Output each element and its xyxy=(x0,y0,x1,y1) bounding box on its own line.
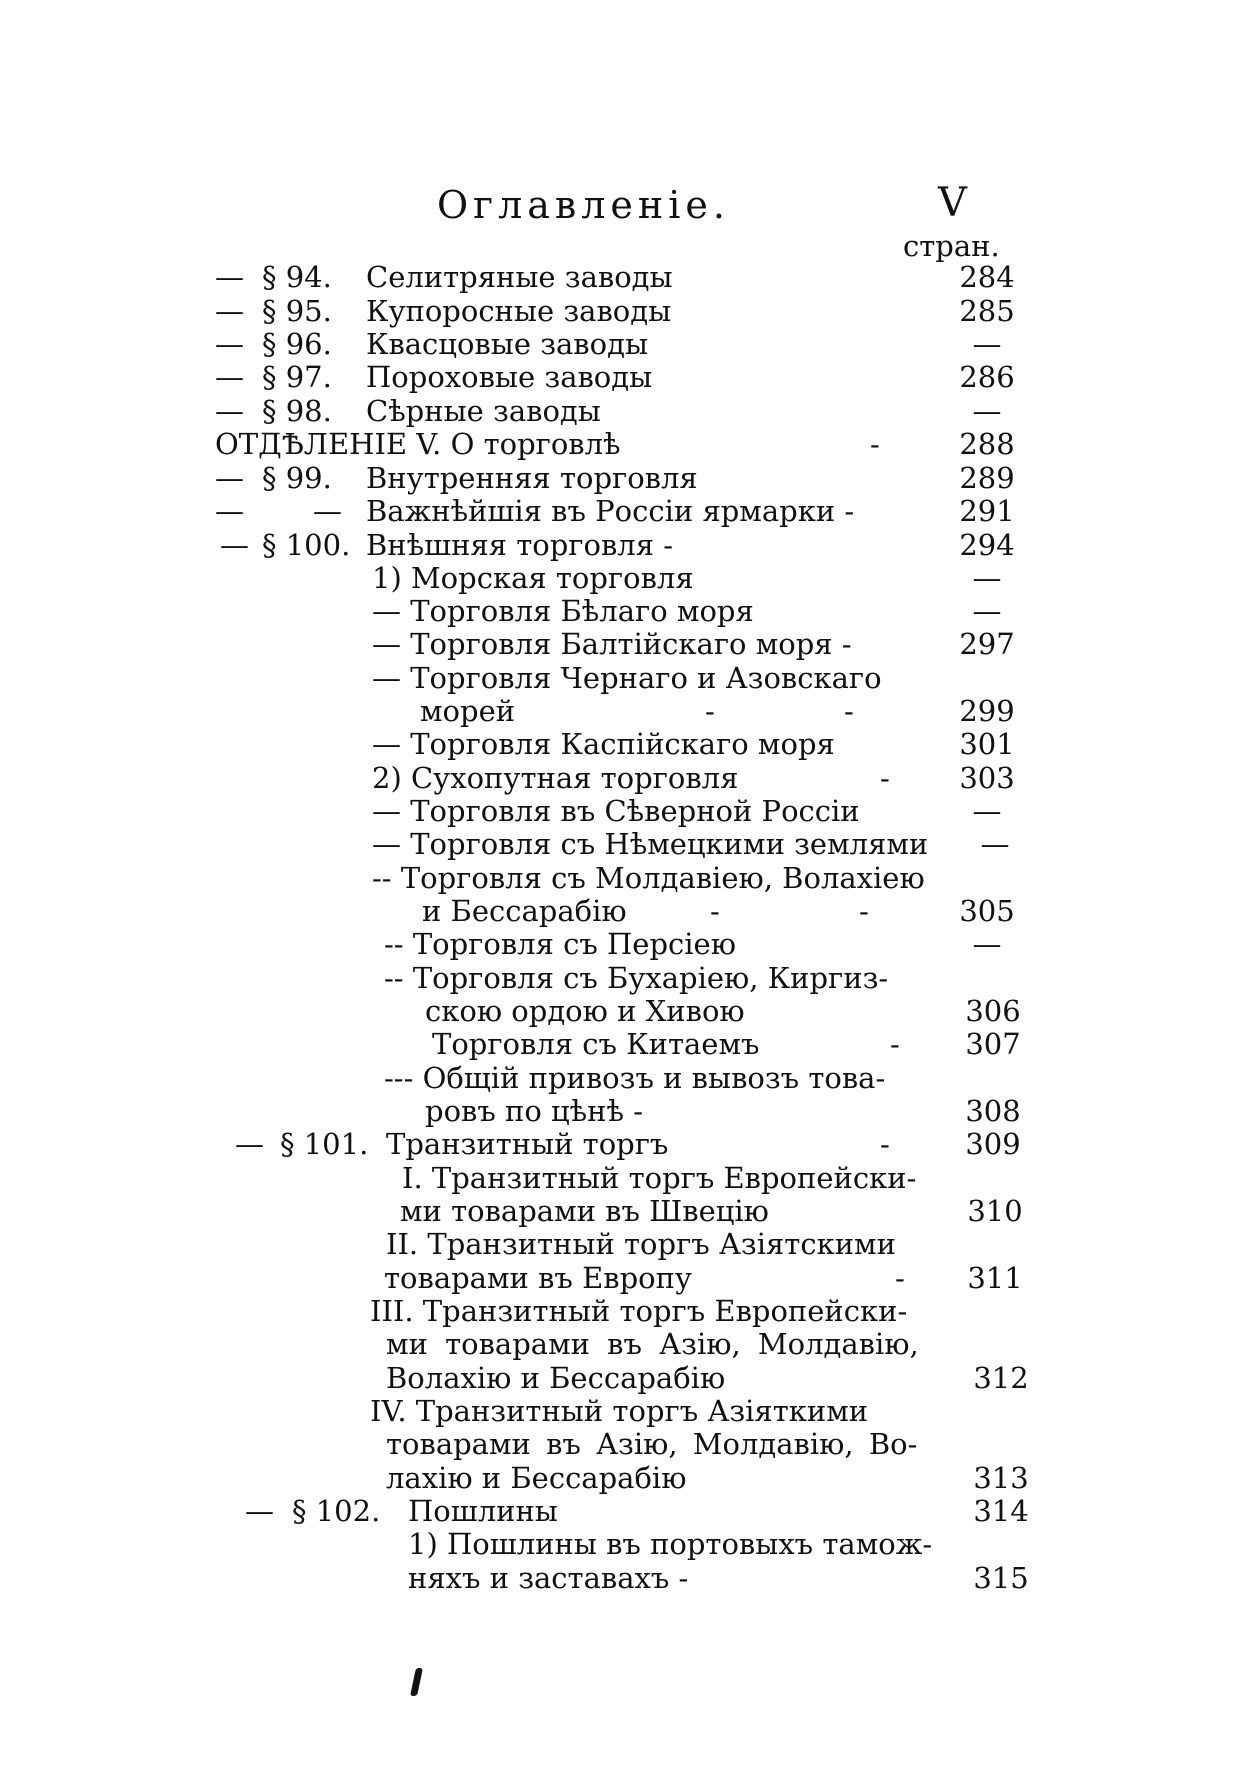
section-number: § 96. xyxy=(262,327,332,361)
page-ref: 312 xyxy=(973,1361,1029,1395)
page-ref: — xyxy=(972,594,1002,628)
entry-text: Квасцовые заводы xyxy=(366,327,649,361)
column-label: стран. xyxy=(903,229,1000,263)
entry-text: Транзитный торгъ xyxy=(386,1127,669,1161)
page-number: V xyxy=(938,180,967,226)
leader-dots: - xyxy=(870,427,880,461)
entry-text: — Торговля Бѣлаго моря xyxy=(372,594,754,628)
page-ref: 308 xyxy=(965,1094,1021,1128)
section-number: § 100. xyxy=(262,528,351,562)
page-ref: 301 xyxy=(959,727,1015,761)
entry-text: -- Торговля съ Персіею xyxy=(384,927,736,961)
entry-text: Пошлины xyxy=(408,1494,558,1528)
entry-text: — Торговля Балтійскаго моря - xyxy=(372,627,852,661)
entry-text: 1) Пошлины въ портовыхъ тамож- xyxy=(408,1527,933,1561)
entry-text: — Торговля въ Сѣверной Россіи xyxy=(372,794,860,828)
page-ref: 289 xyxy=(959,461,1015,495)
leader-dots: - xyxy=(890,1027,900,1061)
page-ref: — xyxy=(972,561,1002,595)
page-ref: 299 xyxy=(959,694,1015,728)
entry-text: Волахію и Бессарабію xyxy=(386,1361,726,1395)
page-title: Оглавленіе. xyxy=(437,183,730,227)
chapter-heading: ОТДѢЛЕНІЕ V. О торговлѣ xyxy=(215,427,621,461)
ink-mark xyxy=(410,1668,423,1696)
page-ref: 311 xyxy=(967,1261,1023,1295)
page-ref: 288 xyxy=(959,427,1015,461)
entry-text: няхъ и заставахъ - xyxy=(408,1561,689,1595)
leader-dash: — xyxy=(220,528,249,562)
leader-dash: — xyxy=(215,494,244,528)
entry-text: Важнѣйшія въ Россіи ярмарки - xyxy=(366,494,855,528)
entry-text: 1) Морская торговля xyxy=(372,561,694,595)
section-number: § 98. xyxy=(262,394,332,428)
leader-dash: — xyxy=(245,1494,274,1528)
entry-text: Купоросные заводы xyxy=(366,294,672,328)
entry-text: ми товарами въ Азію, Молдавію, xyxy=(386,1327,919,1361)
page-ref: — xyxy=(972,794,1002,828)
leader-dash: — xyxy=(235,1127,264,1161)
entry-text: IV. Транзитный торгъ Азіяткими xyxy=(370,1394,869,1428)
entry-text: морей xyxy=(420,694,516,728)
page-ref: 315 xyxy=(973,1561,1029,1595)
page-ref: — xyxy=(972,394,1002,428)
page-ref: 313 xyxy=(973,1461,1029,1495)
page-ref: — xyxy=(980,827,1010,861)
section-number: § 101. xyxy=(280,1127,369,1161)
leader-dash: — xyxy=(215,327,244,361)
section-number: § 94. xyxy=(262,260,332,294)
page-ref: 309 xyxy=(965,1127,1021,1161)
leader-dots: - xyxy=(880,761,890,795)
entry-text: III. Транзитный торгъ Европейски- xyxy=(370,1294,908,1328)
leader-dash: — xyxy=(215,394,244,428)
entry-text: ми товарами въ Швецію xyxy=(400,1194,769,1228)
entry-text: I. Транзитный торгъ Европейски- xyxy=(402,1161,917,1195)
page-ref: 286 xyxy=(959,360,1015,394)
entry-text: Внутренняя торговля xyxy=(366,461,698,495)
entry-text: II. Транзитный торгъ Азіятскими xyxy=(386,1227,896,1261)
section-number: § 99. xyxy=(262,461,332,495)
page-ref: — xyxy=(972,327,1002,361)
entry-text: товарами въ Азію, Молдавію, Во- xyxy=(386,1427,918,1461)
entry-text: Сѣрные заводы xyxy=(366,394,601,428)
leader-dash: — xyxy=(215,360,244,394)
section-number: § 97. xyxy=(262,360,332,394)
entry-text: — Торговля Каспійскаго моря xyxy=(372,727,835,761)
entry-text: — Торговля Чернаго и Азовскаго xyxy=(372,661,882,695)
entry-text: --- Общій привозъ и вывозъ това- xyxy=(384,1061,886,1095)
entry-text: ровъ по цѣнѣ - xyxy=(425,1094,643,1128)
page-ref: 285 xyxy=(959,294,1015,328)
entry-text: 2) Сухопутная торговля xyxy=(372,761,739,795)
entry-text: Пороховые заводы xyxy=(366,360,653,394)
entry-text: скою ордою и Хивою xyxy=(425,994,745,1028)
page-ref: 306 xyxy=(965,994,1021,1028)
entry-text: -- Торговля съ Бухаріею, Киргиз- xyxy=(384,961,889,995)
page-ref: — xyxy=(972,927,1002,961)
entry-text: Внѣшняя торговля - xyxy=(366,528,674,562)
entry-text: лахію и Бессарабію xyxy=(386,1461,687,1495)
page-ref: 305 xyxy=(959,894,1015,928)
entry-text: товарами въ Европу xyxy=(384,1261,692,1295)
section-number: § 102. xyxy=(292,1494,381,1528)
page-ref: 307 xyxy=(965,1027,1021,1061)
entry-text: — Торговля съ Нѣмецкими землями xyxy=(372,827,929,861)
leader-dots: - xyxy=(880,1127,890,1161)
entry-text: Селитряные заводы xyxy=(366,260,673,294)
entry-text: Торговля съ Китаемъ xyxy=(432,1027,760,1061)
page-ref: 284 xyxy=(959,260,1015,294)
leader-dots: - - xyxy=(705,694,854,728)
page-ref: 303 xyxy=(959,761,1015,795)
page-ref: 291 xyxy=(959,494,1015,528)
leader-dash: — xyxy=(215,260,244,294)
page-ref: 314 xyxy=(973,1494,1029,1528)
entry-text: -- Торговля съ Молдавіею, Волахіею xyxy=(372,861,925,895)
leader-dash: — xyxy=(215,294,244,328)
entry-text: и Бессарабію xyxy=(422,894,627,928)
leader-dash: — xyxy=(215,461,244,495)
page-ref: 294 xyxy=(959,528,1015,562)
leader-dots: - xyxy=(895,1261,905,1295)
leader-dots: - - xyxy=(710,894,869,928)
section-number: § 95. xyxy=(262,294,332,328)
page-ref: 310 xyxy=(967,1194,1023,1228)
section-number: — xyxy=(313,494,342,528)
page-ref: 297 xyxy=(959,627,1015,661)
